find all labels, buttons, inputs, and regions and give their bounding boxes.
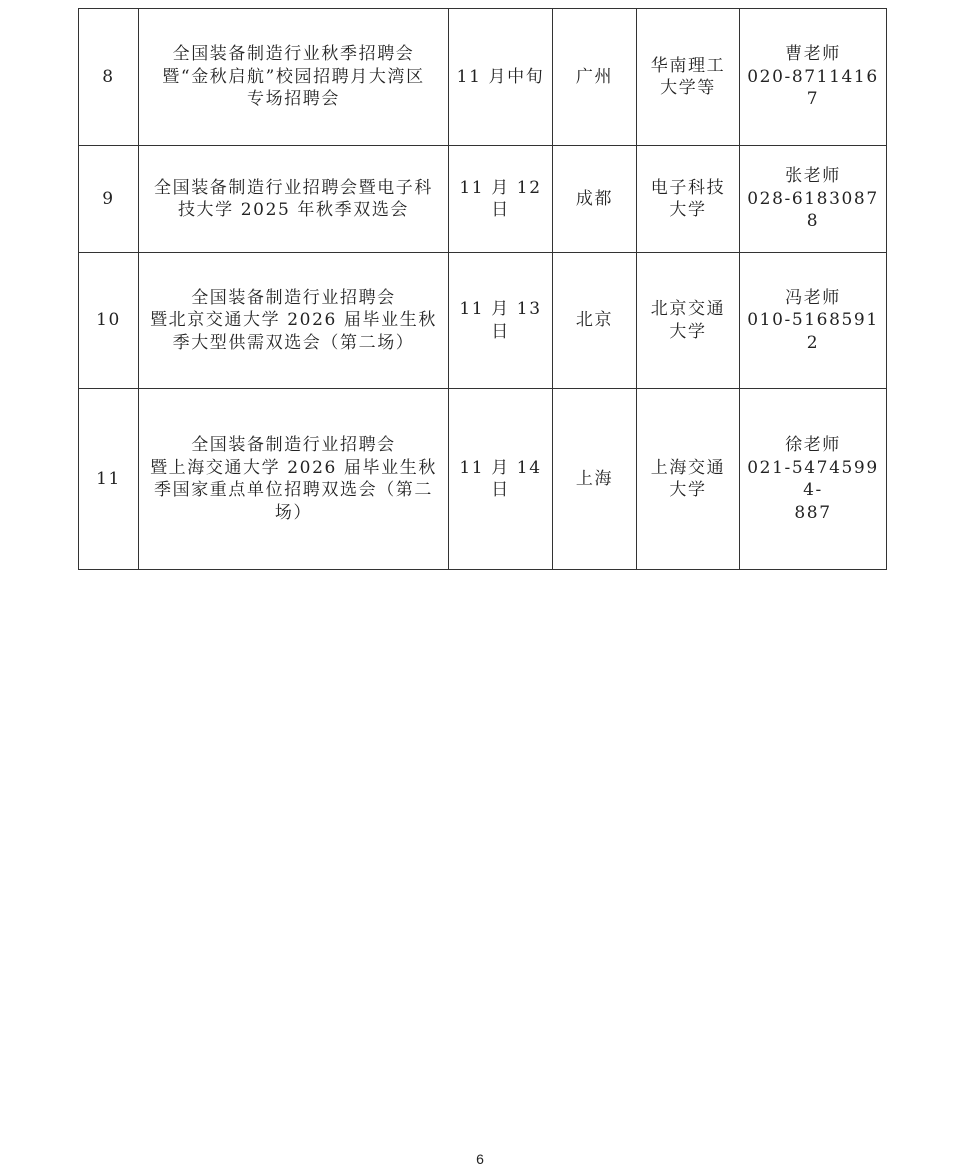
row-number-text: 11 (96, 468, 121, 489)
fair-city (553, 253, 637, 389)
host-school-line: 电子科技 (650, 177, 726, 198)
fair-city-text: 上海 (575, 468, 614, 489)
fair-city (553, 146, 637, 253)
host-school-line: 华南理工 (650, 55, 726, 76)
fair-name-line: 全国装备制造行业招聘会暨电子科 (154, 177, 433, 198)
fair-city-text: 成都 (575, 188, 614, 209)
fair-city-text: 广州 (575, 66, 614, 87)
fair-name-line: 技大学 2025 年秋季双选会 (177, 200, 410, 220)
fair-name (139, 253, 449, 389)
fair-name-line: 暨上海交通大学 2026 届毕业生秋 (150, 457, 437, 478)
fair-city-text: 北京 (575, 310, 614, 331)
host-school-line: 大学 (669, 321, 707, 342)
row-number-text: 10 (96, 310, 121, 331)
fair-date-text: 11 月中旬 (456, 66, 545, 87)
contact-name: 曹老师 (785, 44, 841, 65)
host-school-line: 北京交通 (650, 299, 726, 319)
contact-name: 张老师 (785, 166, 841, 187)
fair-date-text: 11 月 12 日 (459, 177, 542, 220)
fair-date (449, 146, 553, 253)
fair-name-line: 暨“金秋启航”校园招聘月大湾区 (162, 66, 425, 87)
fair-date (449, 389, 553, 570)
contact-phone: 021-54745994- (747, 457, 879, 500)
fair-name-line: 季大型供需双选会（第二场） (172, 332, 415, 353)
fair-name-line: 场） (274, 502, 313, 523)
fair-name (139, 9, 449, 146)
fair-date-text: 11 月 14 日 (459, 457, 542, 500)
contact (740, 253, 887, 389)
fair-date (449, 9, 553, 146)
job-fair-table (78, 8, 887, 570)
contact-name: 徐老师 (785, 435, 841, 455)
contact-phone-extension: 887 (794, 502, 832, 523)
table-row (79, 146, 887, 253)
table-row (79, 253, 887, 389)
contact-phone: 020-87114167 (747, 66, 879, 110)
fair-name (139, 146, 449, 253)
contact (740, 389, 887, 570)
contact (740, 9, 887, 146)
contact-name: 冯老师 (785, 287, 841, 308)
table-row (79, 389, 887, 570)
contact-phone: 010-51685912 (747, 310, 879, 353)
contact-phone: 028-61830878 (747, 188, 879, 232)
host-school-line: 大学 (669, 200, 707, 220)
host-school (637, 9, 740, 146)
fair-date-text: 11 月 13 日 (459, 299, 542, 342)
host-school (637, 389, 740, 570)
row-number (79, 9, 139, 146)
table-row (79, 9, 887, 146)
host-school-line: 大学 (669, 480, 707, 500)
fair-city (553, 9, 637, 146)
fair-name-line: 季国家重点单位招聘双选会（第二 (154, 480, 433, 500)
fair-name-line: 全国装备制造行业秋季招聘会 (172, 44, 415, 65)
row-number (79, 146, 139, 253)
fair-name (139, 389, 449, 570)
page-number: 6 (476, 1151, 484, 1167)
contact (740, 146, 887, 253)
row-number-text: 9 (102, 188, 115, 209)
row-number (79, 253, 139, 389)
fair-name-line: 暨北京交通大学 2026 届毕业生秋 (150, 310, 437, 331)
host-school-line: 大学等 (660, 78, 716, 98)
fair-name-line: 全国装备制造行业招聘会 (191, 435, 396, 455)
row-number-text: 8 (102, 66, 115, 87)
host-school-line: 上海交通 (650, 457, 726, 478)
host-school (637, 253, 740, 389)
fair-name-line: 专场招聘会 (247, 89, 340, 110)
host-school (637, 146, 740, 253)
fair-date (449, 253, 553, 389)
fair-city (553, 389, 637, 570)
fair-name-line: 全国装备制造行业招聘会 (191, 287, 396, 308)
row-number (79, 389, 139, 570)
